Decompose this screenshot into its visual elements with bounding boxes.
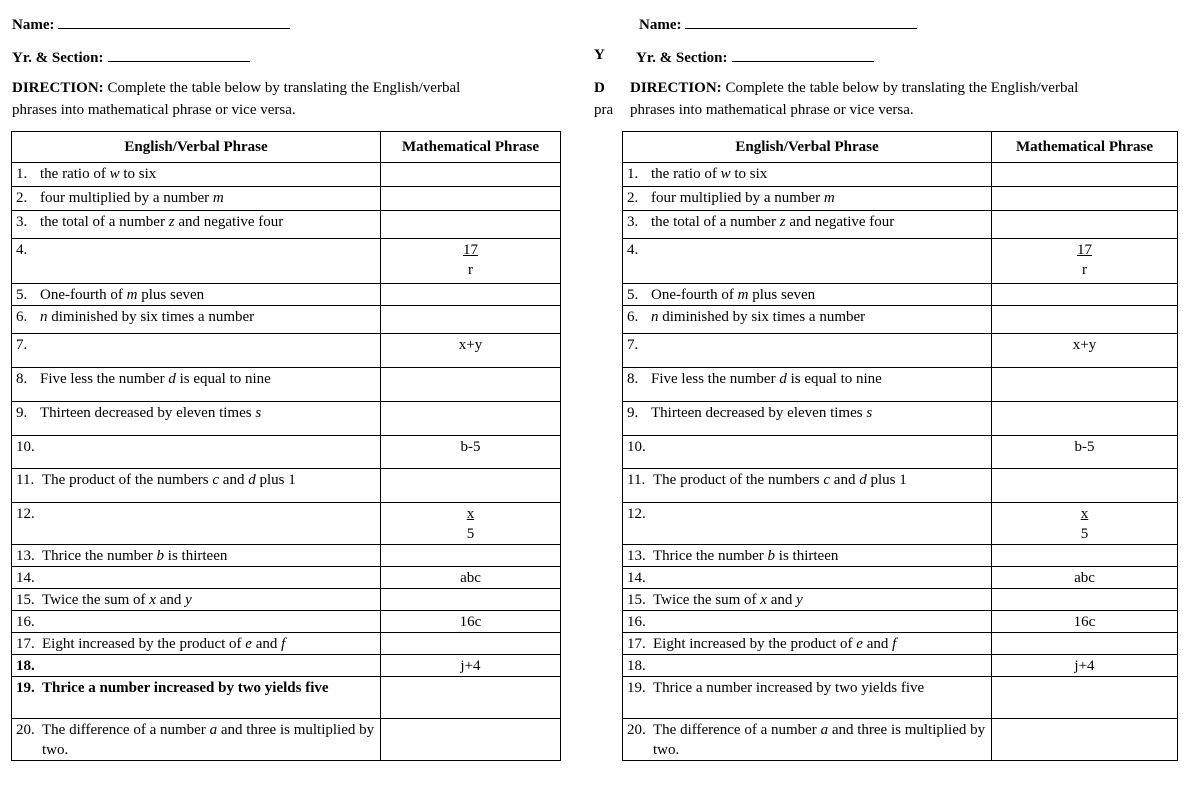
- english-cell: 6. n diminished by six times a number: [623, 306, 992, 334]
- answer-cell[interactable]: 16.: [12, 611, 381, 633]
- table-row: [12, 655, 561, 677]
- header-math: Mathematical Phrase: [992, 132, 1178, 163]
- table-row: [623, 545, 1178, 567]
- header-math: Mathematical Phrase: [381, 132, 561, 163]
- section-field: [636, 47, 874, 67]
- table-row: [12, 239, 561, 284]
- table-row: [623, 436, 1178, 469]
- table-row: [12, 611, 561, 633]
- answer-cell[interactable]: 14.: [12, 567, 381, 589]
- math-cell: 16c: [992, 611, 1178, 633]
- table-row: [12, 436, 561, 469]
- section-blank[interactable]: [108, 47, 250, 62]
- answer-cell[interactable]: [381, 284, 561, 306]
- table-row: [623, 589, 1178, 611]
- fraction: $\frac{x}{5}$: [1080, 506, 1089, 542]
- answer-cell[interactable]: [381, 211, 561, 239]
- table-row: [12, 633, 561, 655]
- table-row: [623, 402, 1178, 436]
- english-cell: 13. Thrice the number b is thirteen: [623, 545, 992, 567]
- table-row: [623, 677, 1178, 719]
- answer-cell[interactable]: 4.: [12, 239, 381, 284]
- answer-cell[interactable]: 16.: [623, 611, 992, 633]
- answer-cell[interactable]: [381, 187, 561, 211]
- answer-cell[interactable]: 4.: [623, 239, 992, 284]
- direction-label: DIRECTION:: [12, 80, 104, 96]
- table-row: [623, 211, 1178, 239]
- english-cell: 15. Twice the sum of x and y: [623, 589, 992, 611]
- english-cell: 19. Thrice a number increased by two yields five: [623, 677, 992, 719]
- math-cell: b-5: [381, 436, 561, 469]
- table-row: [12, 163, 561, 187]
- english-cell: 17. Eight increased by the product of e and f: [12, 633, 381, 655]
- english-cell: 3. the total of a number z and negative four: [623, 211, 992, 239]
- answer-cell[interactable]: [992, 284, 1178, 306]
- table-row: [12, 211, 561, 239]
- section-label: Yr. & Section:: [636, 50, 728, 66]
- table-row: [12, 402, 561, 436]
- worksheet-right: [594, 0, 1200, 785]
- table-row: [623, 611, 1178, 633]
- table-row: [12, 368, 561, 402]
- ghost-pra: pra: [594, 102, 614, 118]
- table-row: [12, 719, 561, 761]
- table-row: [623, 334, 1178, 368]
- direction-line-1: Complete the table below by translating the English/verbal: [107, 80, 461, 96]
- table-row: [623, 163, 1178, 187]
- name-blank[interactable]: [685, 14, 917, 29]
- math-cell: [381, 503, 561, 545]
- english-cell: 17. Eight increased by the product of e and f: [623, 633, 992, 655]
- english-cell: 6. n diminished by six times a number: [12, 306, 381, 334]
- table-row: [623, 284, 1178, 306]
- answer-cell[interactable]: [381, 719, 561, 761]
- table-row: [623, 187, 1178, 211]
- answer-cell[interactable]: 7.: [623, 334, 992, 368]
- table-row: [623, 633, 1178, 655]
- math-cell: abc: [992, 567, 1178, 589]
- math-cell: [381, 239, 561, 284]
- answer-cell[interactable]: [992, 368, 1178, 402]
- answer-cell[interactable]: [992, 187, 1178, 211]
- table-row: [12, 469, 561, 503]
- math-cell: b-5: [992, 436, 1178, 469]
- answer-cell[interactable]: 12.: [12, 503, 381, 545]
- direction-line-1: Complete the table below by translating the English/verbal: [725, 80, 1079, 96]
- answer-cell[interactable]: [992, 677, 1178, 719]
- english-cell: 11. The product of the numbers c and d plus 1: [623, 469, 992, 503]
- direction-label: DIRECTION:: [630, 80, 722, 96]
- translation-table: [11, 131, 561, 761]
- english-cell: 5. One-fourth of m plus seven: [623, 284, 992, 306]
- answer-cell[interactable]: 10.: [12, 436, 381, 469]
- english-cell: 1. the ratio of w to six: [623, 163, 992, 187]
- direction-text: [12, 77, 592, 121]
- answer-cell[interactable]: [381, 163, 561, 187]
- direction-line-2: phrases into mathematical phrase or vice versa.: [630, 102, 914, 118]
- english-cell: 19. Thrice a number increased by two yields five: [12, 677, 381, 719]
- fraction: $\frac{17}{r}$: [463, 242, 478, 278]
- answer-cell[interactable]: [992, 545, 1178, 567]
- math-cell: j+4: [992, 655, 1178, 677]
- english-cell: 1. the ratio of w to six: [12, 163, 381, 187]
- english-cell: 5. One-fourth of m plus seven: [12, 284, 381, 306]
- answer-cell[interactable]: [992, 306, 1178, 334]
- translation-table: [622, 131, 1178, 761]
- table-row: [623, 469, 1178, 503]
- table-row: [12, 567, 561, 589]
- english-cell: 20. The difference of a number a and three is multiplied by two.: [12, 719, 381, 761]
- answer-cell[interactable]: [992, 719, 1178, 761]
- answer-cell[interactable]: [992, 211, 1178, 239]
- english-cell: 9. Thirteen decreased by eleven times s: [12, 402, 381, 436]
- english-cell: 8. Five less the number d is equal to nine: [623, 368, 992, 402]
- answer-cell[interactable]: [381, 306, 561, 334]
- table-row: [12, 677, 561, 719]
- math-cell: [992, 503, 1178, 545]
- table-row: [12, 545, 561, 567]
- answer-cell[interactable]: [381, 469, 561, 503]
- section-field: [12, 47, 250, 67]
- math-cell: 16c: [381, 611, 561, 633]
- header-english: English/Verbal Phrase: [623, 132, 992, 163]
- answer-cell[interactable]: [381, 589, 561, 611]
- english-cell: 2. four multiplied by a number m: [12, 187, 381, 211]
- answer-cell[interactable]: 18.: [623, 655, 992, 677]
- answer-cell[interactable]: [381, 633, 561, 655]
- english-cell: 11. The product of the numbers c and d plus 1: [12, 469, 381, 503]
- table-row: [623, 239, 1178, 284]
- answer-cell[interactable]: 12.: [623, 503, 992, 545]
- english-cell: 9. Thirteen decreased by eleven times s: [623, 402, 992, 436]
- table-row: [12, 334, 561, 368]
- math-cell: j+4: [381, 655, 561, 677]
- answer-cell[interactable]: 18.: [12, 655, 381, 677]
- table-row: [12, 503, 561, 545]
- table-row: [623, 306, 1178, 334]
- answer-cell[interactable]: [992, 633, 1178, 655]
- english-cell: 2. four multiplied by a number m: [623, 187, 992, 211]
- ghost-y: Y: [594, 47, 605, 63]
- name-label: Name:: [639, 17, 682, 33]
- math-cell: x+y: [992, 334, 1178, 368]
- answer-cell[interactable]: [992, 469, 1178, 503]
- answer-cell[interactable]: [992, 589, 1178, 611]
- ghost-d: D: [594, 80, 605, 96]
- english-cell: 3. the total of a number z and negative four: [12, 211, 381, 239]
- table-row: [623, 368, 1178, 402]
- math-cell: abc: [381, 567, 561, 589]
- table-row: [623, 503, 1178, 545]
- direction-text: [630, 77, 1196, 121]
- answer-cell[interactable]: [381, 402, 561, 436]
- table-row: [623, 655, 1178, 677]
- header-english: English/Verbal Phrase: [12, 132, 381, 163]
- answer-cell[interactable]: [381, 368, 561, 402]
- section-blank[interactable]: [732, 47, 874, 62]
- fraction: $\frac{17}{r}$: [1077, 242, 1092, 278]
- answer-cell[interactable]: 7.: [12, 334, 381, 368]
- direction-line-2: phrases into mathematical phrase or vice versa.: [12, 102, 296, 118]
- name-field: [12, 14, 290, 34]
- answer-cell[interactable]: 14.: [623, 567, 992, 589]
- english-cell: 20. The difference of a number a and three is multiplied by two.: [623, 719, 992, 761]
- english-cell: 15. Twice the sum of x and y: [12, 589, 381, 611]
- english-cell: 8. Five less the number d is equal to nine: [12, 368, 381, 402]
- answer-cell[interactable]: [992, 402, 1178, 436]
- answer-cell[interactable]: [381, 677, 561, 719]
- answer-cell[interactable]: 10.: [623, 436, 992, 469]
- math-cell: x+y: [381, 334, 561, 368]
- table-row: [12, 306, 561, 334]
- english-cell: 13. Thrice the number b is thirteen: [12, 545, 381, 567]
- table-row: [12, 187, 561, 211]
- fraction: $\frac{x}{5}$: [466, 506, 475, 542]
- answer-cell[interactable]: [381, 545, 561, 567]
- table-row: [623, 567, 1178, 589]
- table-row: [12, 284, 561, 306]
- section-label: Yr. & Section:: [12, 50, 104, 66]
- math-cell: [992, 239, 1178, 284]
- table-row: [12, 589, 561, 611]
- name-label: Name:: [12, 17, 55, 33]
- answer-cell[interactable]: [992, 163, 1178, 187]
- name-field: [639, 14, 917, 34]
- name-blank[interactable]: [58, 14, 290, 29]
- table-row: [623, 719, 1178, 761]
